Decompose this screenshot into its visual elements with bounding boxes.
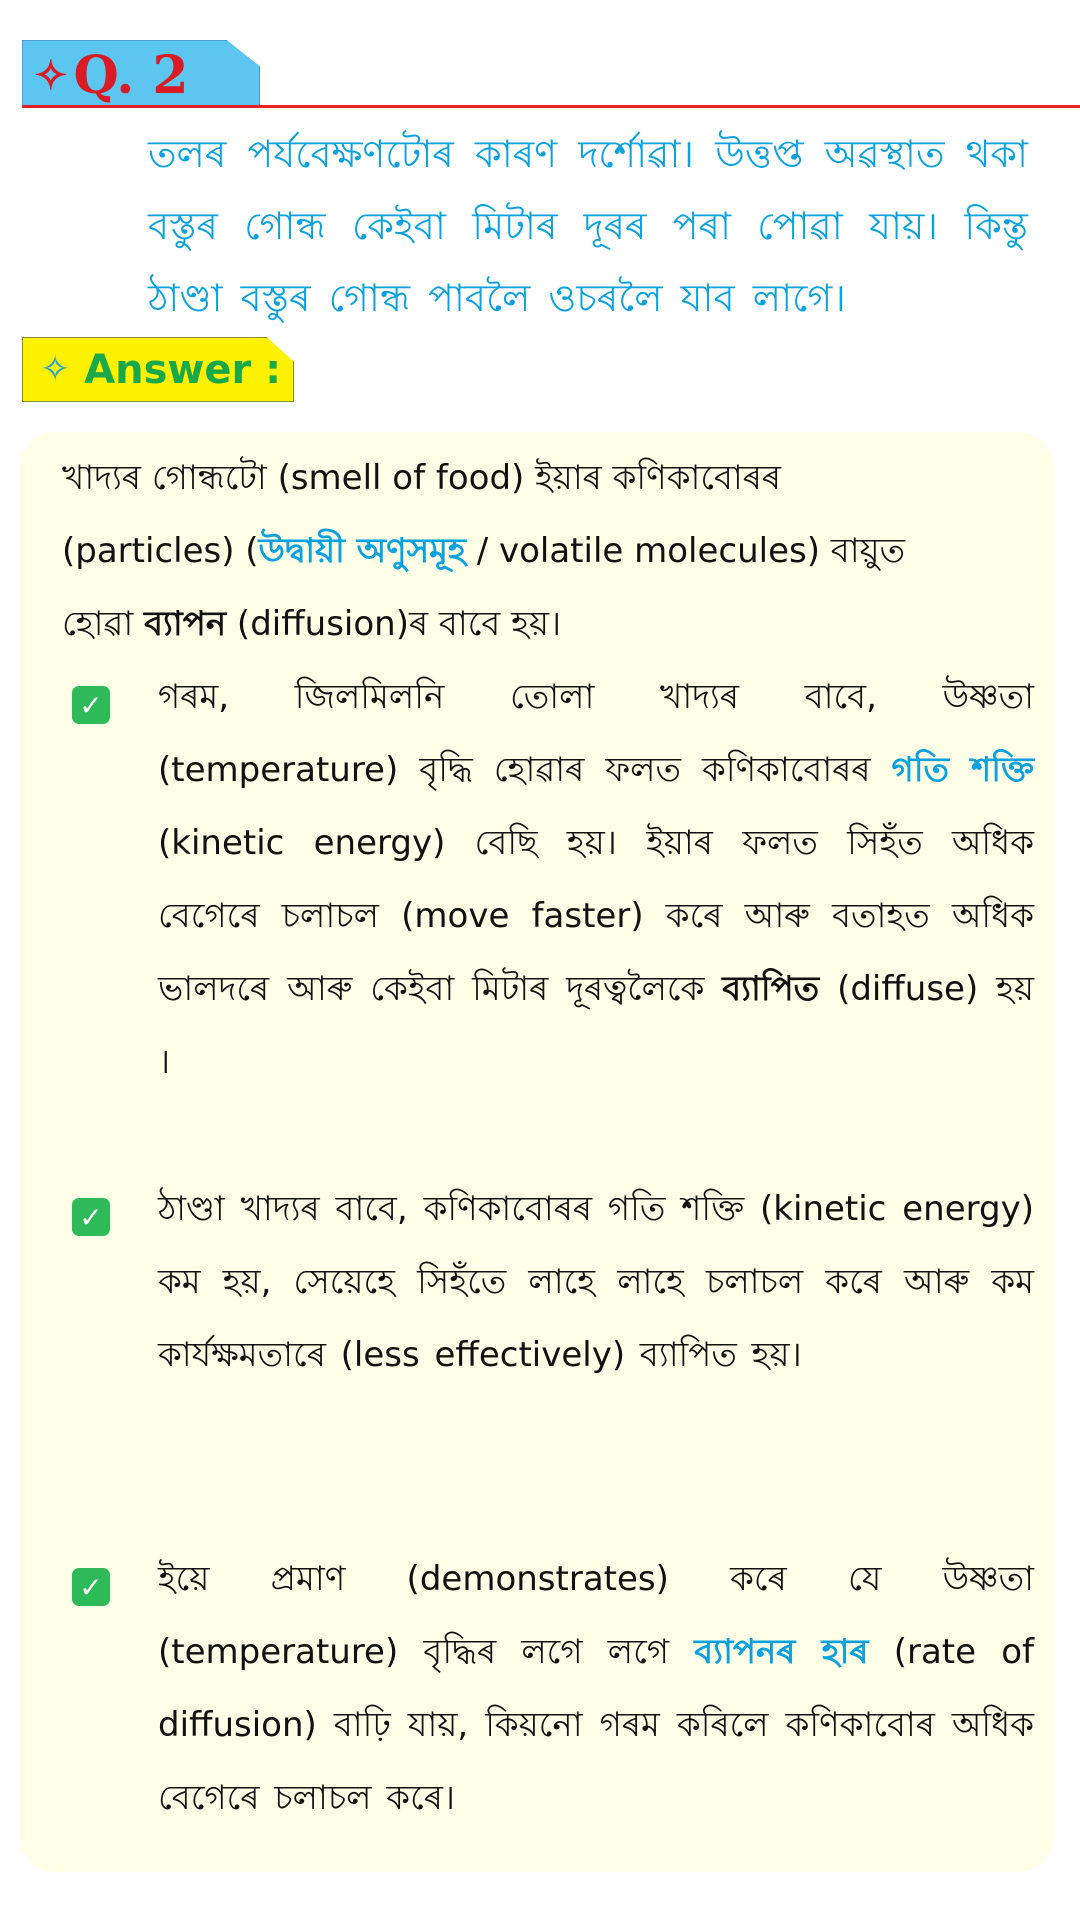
intro-text: খাদ্যৰ গোন্ধটো (smell of food) ইয়াৰ কণিকাবোৰৰ (particles) ( [62,458,782,571]
intro-text: / volatile molecules) বায়ুত হোৱা [62,531,906,644]
answer-label [40,337,281,402]
answer-intro [62,442,962,661]
point-text: গৰম, জিলমিলনি তোলা খাদ্যৰ বাবে, উষ্ণতা (temperature) বৃদ্ধি হোৱাৰ ফলত কণিকাবোৰৰ [158,677,1034,790]
intro-bold: ব্যাপন [144,604,227,644]
answer-point-3 [158,1543,1034,1835]
answer-point-1 [158,661,1034,1099]
point-text: (rate of diffusion) বাঢ়ি যায়, কিয়নো গৰম কৰিলে কণিকাবোৰ অধিক বেগেৰে চলাচল কৰে। [158,1632,1034,1818]
point-text: (kinetic energy) বেছি হয়। ইয়াৰ ফলত সিহঁত অধিক বেগেৰে চলাচল (move faster) কৰে আৰু বতাহত অধিক ভালদৰে আৰু কেইবা মিটাৰ দূৰত্বলৈকে [158,823,1034,1009]
question-number: Q. 2 [73,44,189,106]
point-bold: ব্যাপিত [722,969,820,1009]
point-text: (diffuse) হয় । [158,969,1034,1082]
answer-point-2 [158,1173,1034,1392]
point-highlight: গতি শক্তি [891,750,1034,790]
question-label [34,44,189,106]
point-highlight: ব্যাপনৰ হাৰ [694,1632,869,1672]
question-text: তলৰ পৰ্যবেক্ষণটোৰ কাৰণ দৰ্শোৱা। উত্তপ্ত অৱস্থাত থকা বস্তুৰ গোন্ধ কেইবা মিটাৰ দূৰৰ পৰা পোৱা যায়। কিন্তু ঠাণ্ডা বস্তুৰ গোন্ধ পাবলৈ ওচৰলৈ যাব লাগে। [148,132,1028,320]
answer-title: Answer : [84,346,282,393]
checkbox-icon: ✓ [72,1198,110,1236]
checkbox-icon: ✓ [72,1568,110,1606]
intro-highlight: উদ্বায়ী অণুসমূহ [258,531,466,571]
sparkle-icon: ✧ [34,51,68,99]
sparkle-icon: ✧ [40,349,71,390]
checkbox-icon: ✓ [72,686,110,724]
intro-text: (diffusion)ৰ বাবে হয়। [226,604,562,644]
divider-line [22,105,1080,108]
point-text: ইয়ে প্ৰমাণ (demonstrates) কৰে যে উষ্ণতা (temperature) বৃদ্ধিৰ লগে লগে [158,1559,1034,1672]
point-text: ঠাণ্ডা খাদ্যৰ বাবে, কণিকাবোৰৰ গতি শক্তি (kinetic energy) কম হয়, সেয়েহে সিহঁতে লাহে লাহে চলাচল কৰে আৰু কম কাৰ্যক্ষমতাৰে (less effectively) ব্যাপিত হয়। [158,1189,1034,1375]
